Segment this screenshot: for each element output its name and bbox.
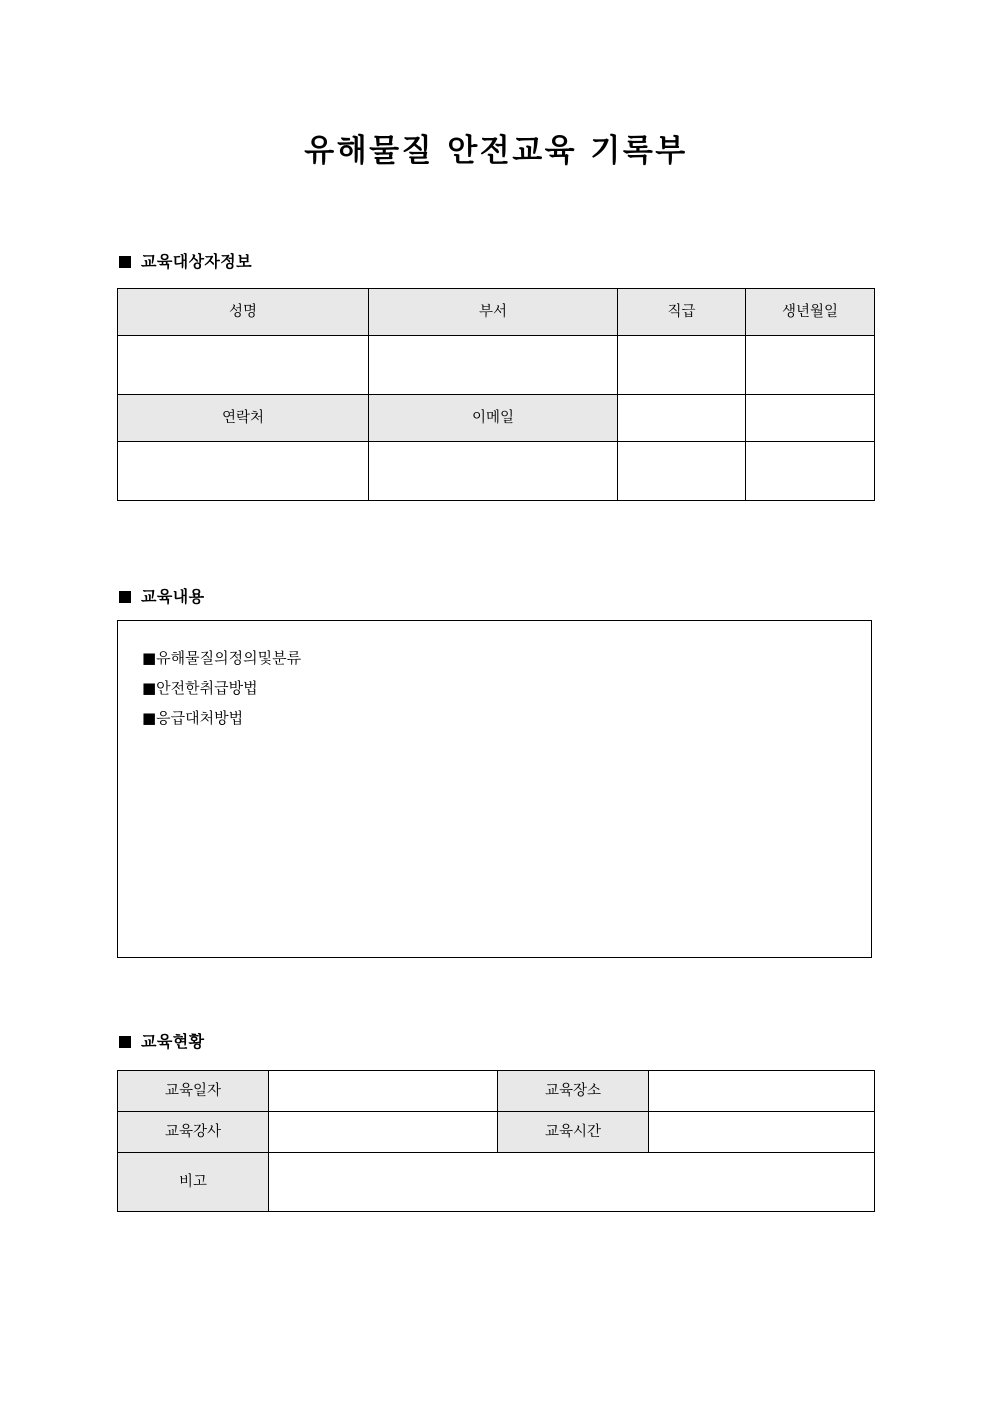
list-item: ■안전한취급방법 xyxy=(142,679,258,697)
section-heading-label: 교육대상자정보 xyxy=(141,252,252,271)
value-cell-department[interactable] xyxy=(369,336,618,395)
list-item: ■응급대처방법 xyxy=(142,709,244,727)
label-cell-instructor: 교육강사 xyxy=(118,1112,269,1153)
value-cell-email[interactable] xyxy=(369,442,618,501)
header-cell-department: 부서 xyxy=(369,289,618,336)
square-bullet-icon xyxy=(119,1036,131,1048)
value-cell-name[interactable] xyxy=(118,336,369,395)
education-content-box[interactable] xyxy=(117,620,872,958)
education-status-table xyxy=(117,1070,875,1212)
value-cell-remark[interactable] xyxy=(269,1153,875,1212)
value-cell-extra-1[interactable] xyxy=(618,442,746,501)
value-cell-instructor[interactable] xyxy=(269,1112,498,1153)
square-bullet-icon xyxy=(119,591,131,603)
header-cell-email: 이메일 xyxy=(369,395,618,442)
value-cell-birthdate-2[interactable] xyxy=(746,395,875,442)
table-row xyxy=(118,1112,875,1153)
header-cell-position: 직급 xyxy=(618,289,746,336)
value-cell-position[interactable] xyxy=(618,336,746,395)
section-heading-education-content xyxy=(119,587,204,607)
value-cell-position-2[interactable] xyxy=(618,395,746,442)
value-cell-education-place[interactable] xyxy=(649,1071,875,1112)
table-row xyxy=(118,1071,875,1112)
header-cell-contact: 연락처 xyxy=(118,395,369,442)
section-heading-education-status xyxy=(119,1032,204,1052)
label-cell-education-place: 교육장소 xyxy=(498,1071,649,1112)
section-heading-target-info xyxy=(119,252,252,272)
table-row xyxy=(118,336,875,395)
table-row xyxy=(118,395,875,442)
value-cell-extra-2[interactable] xyxy=(746,442,875,501)
page-title: 유해물질 안전교육 기록부 xyxy=(304,133,688,169)
value-cell-contact[interactable] xyxy=(118,442,369,501)
value-cell-education-time[interactable] xyxy=(649,1112,875,1153)
table-row xyxy=(118,1153,875,1212)
table-row xyxy=(118,442,875,501)
education-content-list xyxy=(118,621,871,733)
label-cell-education-date: 교육일자 xyxy=(118,1071,269,1112)
table-row xyxy=(118,289,875,336)
label-cell-education-time: 교육시간 xyxy=(498,1112,649,1153)
target-info-table xyxy=(117,288,875,501)
value-cell-birthdate[interactable] xyxy=(746,336,875,395)
value-cell-education-date[interactable] xyxy=(269,1071,498,1112)
section-heading-label: 교육내용 xyxy=(141,587,205,606)
header-cell-name: 성명 xyxy=(118,289,369,336)
header-cell-birthdate: 생년월일 xyxy=(746,289,875,336)
label-cell-remark: 비고 xyxy=(118,1153,269,1212)
square-bullet-icon xyxy=(119,256,131,268)
list-item: ■유해물질의정의및분류 xyxy=(142,649,302,667)
section-heading-label: 교육현황 xyxy=(141,1032,205,1051)
